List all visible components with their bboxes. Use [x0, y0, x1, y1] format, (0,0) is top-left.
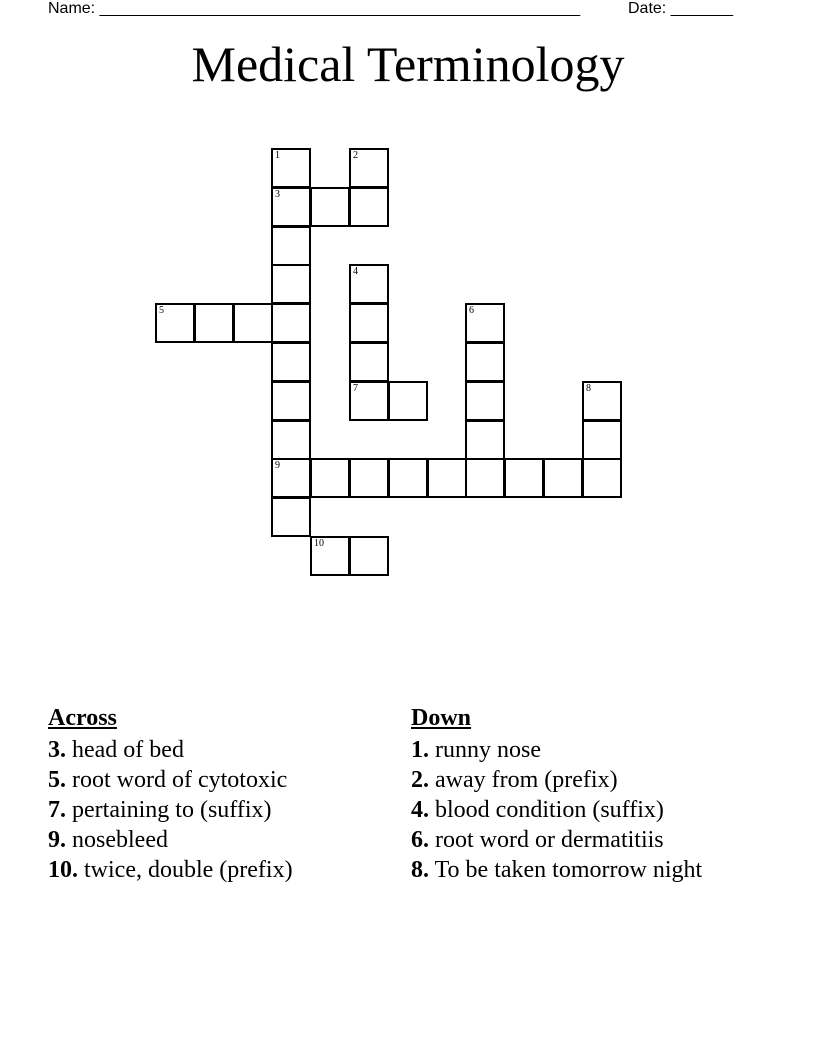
grid-cell[interactable]: [271, 458, 311, 498]
down-clue: [411, 735, 741, 765]
down-clue-list: [411, 735, 741, 885]
clue-number: 4: [353, 266, 358, 277]
grid-cell[interactable]: [271, 148, 311, 188]
across-clue: [48, 765, 388, 795]
clue-number: 1: [275, 150, 280, 161]
clue-number: 4.: [411, 797, 429, 823]
grid-cell[interactable]: [582, 458, 622, 498]
down-clue: [411, 855, 741, 885]
across-clue-list: [48, 735, 388, 885]
down-clue: [411, 795, 741, 825]
clue-number: 9: [275, 460, 280, 471]
name-field-label: Name: ______________________________________________________: [48, 0, 581, 17]
clue-number: 1.: [411, 737, 429, 763]
across-clue: [48, 795, 388, 825]
down-heading: Down: [411, 705, 472, 731]
grid-cell[interactable]: [271, 226, 311, 266]
grid-cell[interactable]: [388, 381, 428, 421]
grid-cell[interactable]: [233, 303, 273, 343]
grid-cell[interactable]: [310, 536, 350, 576]
grid-cell[interactable]: [271, 187, 311, 227]
clue-number: 10: [314, 538, 324, 549]
clue-number: 3: [275, 189, 280, 200]
clue-text: root word or dermatitiis: [429, 827, 664, 853]
clue-number: 7: [353, 383, 358, 394]
grid-cell[interactable]: [349, 264, 389, 304]
grid-cell[interactable]: [465, 420, 505, 460]
grid-cell[interactable]: [465, 342, 505, 382]
clue-number: 3.: [48, 737, 66, 763]
clue-text: twice, double (prefix): [78, 857, 293, 883]
clue-number: 10.: [48, 857, 78, 883]
date-field-label: Date: _______: [628, 0, 733, 17]
grid-cell[interactable]: [349, 381, 389, 421]
clue-text: nosebleed: [66, 827, 168, 853]
grid-cell[interactable]: [349, 342, 389, 382]
grid-cell[interactable]: [194, 303, 234, 343]
grid-cell[interactable]: [271, 420, 311, 460]
grid-cell[interactable]: [582, 420, 622, 460]
clue-text: pertaining to (suffix): [66, 797, 272, 823]
across-clue: [48, 735, 388, 765]
grid-cell[interactable]: [504, 458, 544, 498]
clue-number: 8: [586, 383, 591, 394]
across-heading: Across: [48, 705, 117, 731]
grid-cell[interactable]: [271, 303, 311, 343]
clue-number: 7.: [48, 797, 66, 823]
clue-number: 2: [353, 150, 358, 161]
grid-cell[interactable]: [155, 303, 195, 343]
clue-text: away from (prefix): [429, 767, 618, 793]
clue-number: 6.: [411, 827, 429, 853]
clue-number: 9.: [48, 827, 66, 853]
across-clue: [48, 825, 388, 855]
across-clues: [48, 703, 388, 885]
grid-cell[interactable]: [271, 342, 311, 382]
grid-cell[interactable]: [465, 303, 505, 343]
grid-cell[interactable]: [349, 303, 389, 343]
grid-cell[interactable]: [271, 264, 311, 304]
grid-cell[interactable]: [349, 187, 389, 227]
clue-number: 8.: [411, 857, 429, 883]
clue-number: 5: [159, 305, 164, 316]
clue-text: runny nose: [429, 737, 541, 763]
grid-cell[interactable]: [349, 148, 389, 188]
grid-cell[interactable]: [582, 381, 622, 421]
grid-cell[interactable]: [543, 458, 583, 498]
clue-text: blood condition (suffix): [429, 797, 664, 823]
clue-number: 6: [469, 305, 474, 316]
down-clues: [411, 703, 741, 885]
grid-cell[interactable]: [310, 187, 350, 227]
grid-cell[interactable]: [349, 536, 389, 576]
grid-cell[interactable]: [271, 381, 311, 421]
clue-text: To be taken tomorrow night: [429, 857, 703, 883]
grid-cell[interactable]: [310, 458, 350, 498]
grid-cell[interactable]: [427, 458, 467, 498]
down-clue: [411, 825, 741, 855]
across-clue: [48, 855, 388, 885]
down-clue: [411, 765, 741, 795]
clue-number: 2.: [411, 767, 429, 793]
grid-cell[interactable]: [465, 381, 505, 421]
page-title: Medical Terminology: [191, 36, 625, 92]
grid-cell[interactable]: [349, 458, 389, 498]
clue-number: 5.: [48, 767, 66, 793]
grid-cell[interactable]: [388, 458, 428, 498]
clue-text: head of bed: [66, 737, 184, 763]
grid-cell[interactable]: [271, 497, 311, 537]
clue-text: root word of cytotoxic: [66, 767, 288, 793]
grid-cell[interactable]: [465, 458, 505, 498]
